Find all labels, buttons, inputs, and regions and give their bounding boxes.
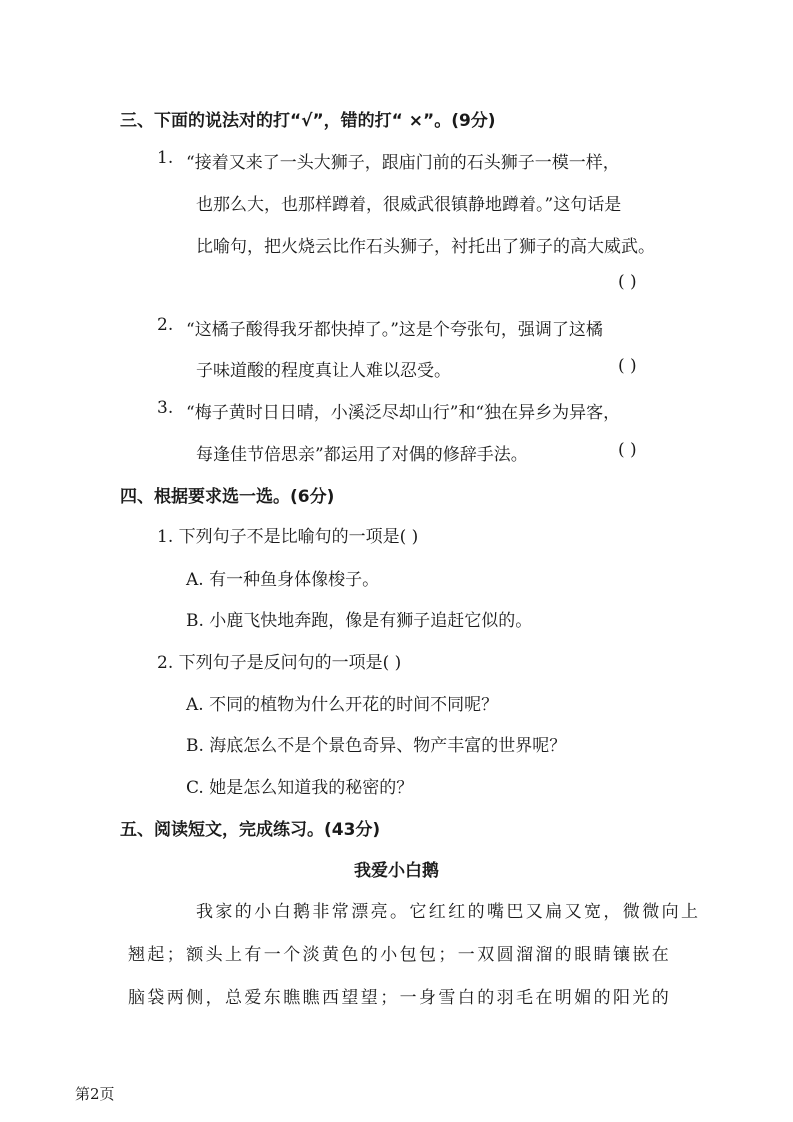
paragraph-line-2: 翘起；额头上有一个淡黄色的小包包；一双圆溜溜的眼睛镶嵌在 (128, 945, 672, 965)
q3-1-answer-blank[interactable]: ( ) (618, 272, 637, 292)
q3-3-number: 3. (157, 398, 174, 418)
paragraph-line-3: 脑袋两侧，总爱东瞧瞧西望望；一身雪白的羽毛在明媚的阳光的 (128, 988, 672, 1008)
q3-1-line-2: 也那么大，也那样蹲着，很威武很镇静地蹲着。”这句话是 (196, 195, 622, 215)
q3-2-line-1: “这橘子酸得我牙都快掉了。”这是个夸张句，强调了这橘 (186, 320, 603, 340)
q4-1-stem: 1. 下列句子不是比喻句的一项是( ) (157, 527, 419, 547)
q3-2-number: 2. (157, 315, 174, 335)
q4-2-option-b[interactable]: B. 海底怎么不是个景色奇异、物产丰富的世界呢？ (186, 736, 567, 756)
q3-1-number: 1. (157, 148, 174, 168)
q4-1-option-a[interactable]: A. 有一种鱼身体像梭子。 (186, 570, 380, 590)
q3-3-line-1: “梅子黄时日日晴，小溪泛尽却山行”和“独在异乡为异客， (186, 403, 621, 423)
section5-heading: 五、阅读短文，完成练习。(43分) (120, 820, 381, 840)
section3-heading: 三、下面的说法对的打“√”，错的打“ ×”。(9分) (120, 111, 496, 131)
q3-1-line-3: 比喻句，把火烧云比作石头狮子，衬托出了狮子的高大威武。 (196, 237, 655, 257)
paragraph-line-1: 我家的小白鹅非常漂亮。它红红的嘴巴又扁又宽，微微向上 (196, 902, 701, 922)
q3-2-line-2: 子味道酸的程度真让人难以忍受。 (196, 361, 451, 381)
q4-1-option-b[interactable]: B. 小鹿飞快地奔跑，像是有狮子追赶它似的。 (186, 611, 533, 631)
page-number: 第2页 (75, 1085, 115, 1103)
q4-2-stem: 2. 下列句子是反问句的一项是( ) (157, 653, 402, 673)
q4-2-option-c[interactable]: C. 她是怎么知道我的秘密的？ (186, 778, 414, 798)
q3-2-answer-blank[interactable]: ( ) (618, 356, 637, 376)
article-title: 我爱小白鹅 (354, 861, 439, 881)
section4-heading: 四、根据要求选一选。(6分) (120, 487, 335, 507)
q4-2-option-a[interactable]: A. 不同的植物为什么开花的时间不同呢？ (186, 695, 499, 715)
q3-3-answer-blank[interactable]: ( ) (618, 440, 637, 460)
q3-1-line-1: “接着又来了一头大狮子，跟庙门前的石头狮子一模一样， (186, 153, 620, 173)
q3-3-line-2: 每逢佳节倍思亲”都运用了对偶的修辞手法。 (196, 445, 528, 465)
